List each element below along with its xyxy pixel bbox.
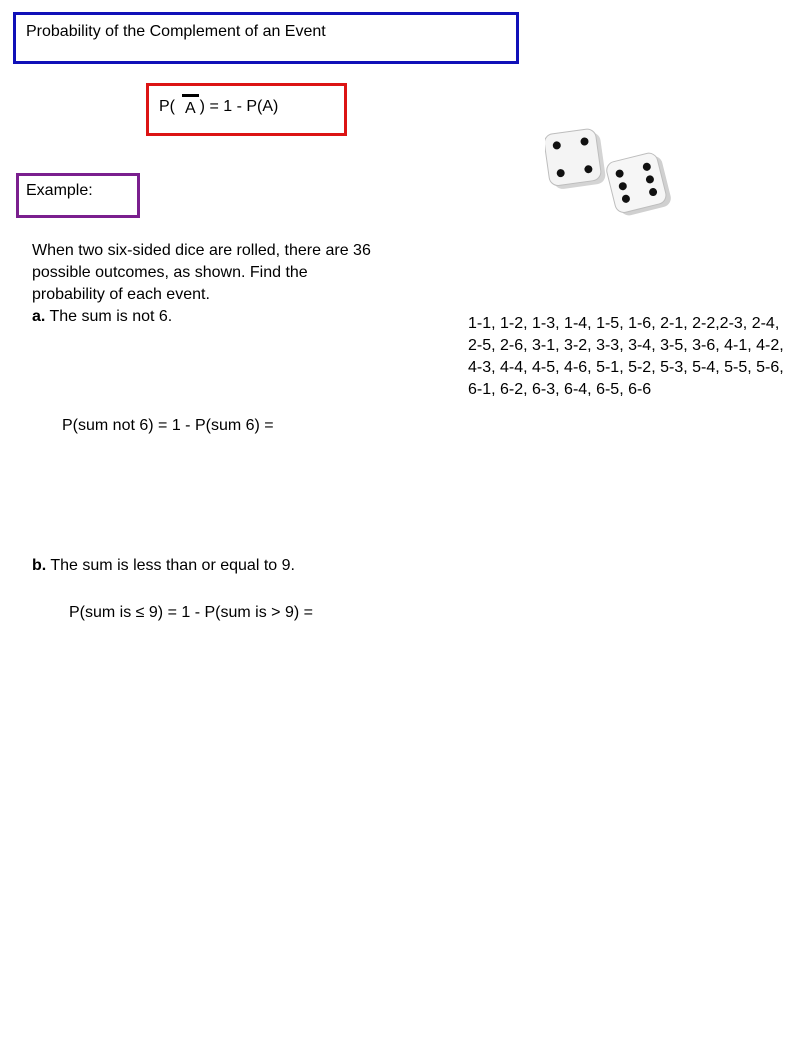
part-a-label: a.	[32, 308, 46, 325]
part-b-text: The sum is less than or equal to 9.	[46, 557, 295, 574]
part-a-text: The sum is not 6.	[45, 308, 173, 325]
formula-prefix: P(	[159, 98, 175, 115]
example-label: Example:	[26, 182, 93, 199]
problem-statement	[32, 240, 382, 328]
problem-text: When two six-sided dice are rolled, there are 36 possible outcomes, as shown. Find the probability of each event.	[32, 242, 371, 303]
outcomes-list: 1-1, 1-2, 1-3, 1-4, 1-5, 1-6, 2-1, 2-2,2-3, 2-4, 2-5, 2-6, 3-1, 3-2, 3-3, 3-4, 3-5, 3-6, 4-1, 4-2, 4-3, 4-4, 4-5, 4-6, 5-1, 5-2, 5-3, 5-4, 5-5, 5-6, 6-1, 6-2, 6-3, 6-4, 6-5, 6-6	[468, 315, 784, 398]
part-a-equation: P(sum not 6) = 1 - P(sum 6) =	[62, 417, 274, 434]
part-b-question	[32, 557, 295, 575]
formula-suffix: ) = 1 - P(A)	[199, 98, 279, 115]
example-label-box	[16, 173, 140, 218]
part-b-equation: P(sum is ≤ 9) = 1 - P(sum is > 9) =	[69, 604, 313, 621]
complement-formula-box	[146, 83, 347, 136]
dice-icon	[545, 115, 675, 225]
formula-event-a-bar: A	[181, 100, 200, 118]
part-b-label: b.	[32, 557, 47, 574]
page-title: Probability of the Complement of an Event	[26, 23, 326, 40]
title-box	[13, 12, 519, 64]
complement-formula	[159, 98, 278, 116]
